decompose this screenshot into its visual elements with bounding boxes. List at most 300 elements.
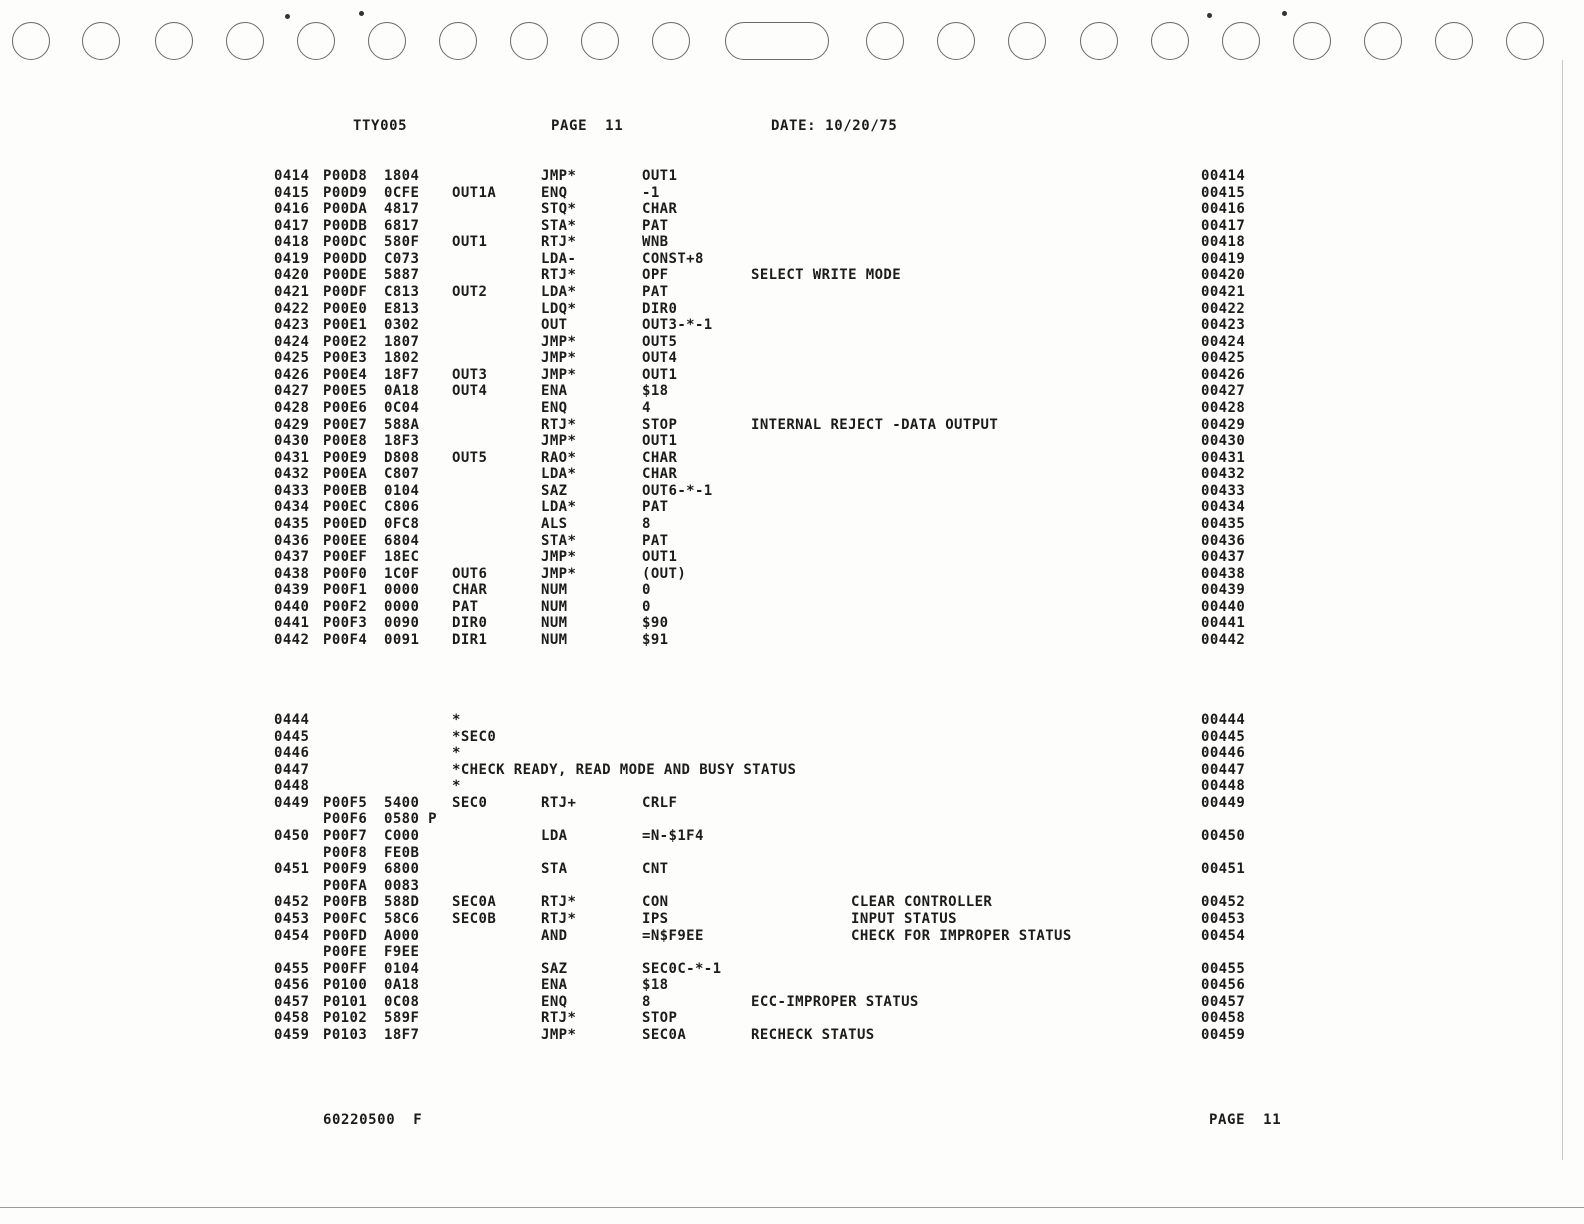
listing-row	[0, 417, 1584, 433]
line-number: 00414	[1201, 168, 1246, 184]
line-number: 00449	[1201, 794, 1246, 811]
object-code: 1802	[384, 350, 420, 367]
source-label: SEC0A	[452, 894, 497, 911]
seq-number: 0426	[274, 366, 310, 383]
punch-mark	[359, 11, 364, 16]
opcode: SAZ	[541, 960, 568, 977]
seq-number: 0459	[274, 1027, 310, 1044]
address: P00DA	[323, 201, 368, 218]
address: P00FB	[323, 894, 368, 911]
listing-row	[0, 267, 1584, 283]
opcode: LDA*	[541, 499, 577, 516]
line-number: 00427	[1201, 383, 1246, 400]
object-code: 5400	[384, 794, 420, 811]
comment: INTERNAL REJECT -DATA OUTPUT	[751, 416, 999, 433]
opcode: STA	[541, 861, 568, 878]
address: P0101	[323, 993, 368, 1010]
address: P00E2	[323, 333, 368, 350]
comment: SELECT WRITE MODE	[751, 267, 902, 284]
operand: (OUT)	[642, 565, 687, 582]
seq-number: 0456	[274, 977, 310, 994]
listing-row	[0, 251, 1584, 267]
punch-mark	[285, 14, 290, 19]
object-code: 0090	[384, 615, 420, 632]
operand: CHAR	[642, 449, 678, 466]
operand: CHAR	[642, 466, 678, 483]
listing-row	[0, 811, 1584, 827]
address: P00FA	[323, 877, 368, 894]
object-code: C000	[384, 828, 420, 845]
listing-row	[0, 911, 1584, 927]
operand: OUT1	[642, 433, 678, 450]
opcode: ENA	[541, 977, 568, 994]
seq-number: 0423	[274, 317, 310, 334]
source-label: OUT2	[452, 283, 488, 300]
feed-hole	[226, 22, 264, 60]
object-code: 0091	[384, 631, 420, 648]
seq-number: 0450	[274, 828, 310, 845]
feed-hole	[725, 22, 829, 60]
seq-number: 0434	[274, 499, 310, 516]
seq-number: 0452	[274, 894, 310, 911]
page-bottom-edge	[0, 1207, 1584, 1208]
source-label: *	[452, 712, 461, 728]
seq-number: 0441	[274, 615, 310, 632]
listing-row	[0, 516, 1584, 532]
object-code: 18EC	[384, 549, 420, 566]
seq-number: 0425	[274, 350, 310, 367]
operand: -1	[642, 184, 660, 201]
object-code: 588A	[384, 416, 420, 433]
opcode: RAO*	[541, 449, 577, 466]
source-label: OUT1	[452, 234, 488, 251]
listing-row	[0, 350, 1584, 366]
feed-hole	[12, 22, 50, 60]
listing-row	[0, 450, 1584, 466]
address: P00DE	[323, 267, 368, 284]
seq-number: 0453	[274, 910, 310, 927]
listing-row	[0, 201, 1584, 217]
address: P00DF	[323, 283, 368, 300]
opcode: JMP*	[541, 350, 577, 367]
opcode: LDA-	[541, 250, 577, 267]
address: P00E8	[323, 433, 368, 450]
operand: OUT5	[642, 333, 678, 350]
seq-number: 0444	[274, 712, 310, 728]
line-number: 00423	[1201, 317, 1246, 334]
line-number: 00448	[1201, 778, 1246, 795]
line-number: 00437	[1201, 549, 1246, 566]
address: P0102	[323, 1010, 368, 1027]
line-number: 00440	[1201, 598, 1246, 615]
object-code: A000	[384, 927, 420, 944]
seq-number: 0442	[274, 631, 310, 648]
operand: OUT4	[642, 350, 678, 367]
opcode: RTJ*	[541, 267, 577, 284]
address: P00FD	[323, 927, 368, 944]
address: P00E5	[323, 383, 368, 400]
operand: CON	[642, 894, 669, 911]
line-number: 00434	[1201, 499, 1246, 516]
listing-date: DATE: 10/20/75	[771, 118, 898, 134]
line-number: 00458	[1201, 1010, 1246, 1027]
object-code: 6817	[384, 217, 420, 234]
address: P00FC	[323, 910, 368, 927]
punch-mark	[1207, 13, 1212, 18]
document-number: 60220500 F	[323, 1112, 423, 1128]
line-number: 00457	[1201, 993, 1246, 1010]
punch-mark	[1282, 11, 1287, 16]
object-code: 1804	[384, 168, 420, 184]
listing-row	[0, 961, 1584, 977]
address: P0100	[323, 977, 368, 994]
address: P00F2	[323, 598, 368, 615]
object-code: 18F7	[384, 366, 420, 383]
source-label: *CHECK READY, READ MODE AND BUSY STATUS	[452, 761, 797, 778]
feed-hole	[1008, 22, 1046, 60]
object-code: 0000	[384, 598, 420, 615]
opcode: AND	[541, 927, 568, 944]
opcode: JMP*	[541, 168, 577, 184]
source-label: DIR0	[452, 615, 488, 632]
operand: CRLF	[642, 794, 678, 811]
feed-hole	[937, 22, 975, 60]
listing-row	[0, 466, 1584, 482]
address: P00EC	[323, 499, 368, 516]
address: P00F0	[323, 565, 368, 582]
seq-number: 0418	[274, 234, 310, 251]
operand: CONST+8	[642, 250, 704, 267]
opcode: RTJ*	[541, 910, 577, 927]
listing-row	[0, 317, 1584, 333]
line-number: 00421	[1201, 283, 1246, 300]
object-code: 1C0F	[384, 565, 420, 582]
address: P00E1	[323, 317, 368, 334]
address: P00F4	[323, 631, 368, 648]
object-code: C073	[384, 250, 420, 267]
line-number: 00429	[1201, 416, 1246, 433]
address: P00D8	[323, 168, 368, 184]
feed-hole	[1080, 22, 1118, 60]
listing-row	[0, 795, 1584, 811]
object-code: 18F7	[384, 1027, 420, 1044]
opcode: JMP*	[541, 1027, 577, 1044]
operand: =N-$1F4	[642, 828, 704, 845]
listing-row	[0, 712, 1584, 728]
feed-hole	[581, 22, 619, 60]
feed-hole	[297, 22, 335, 60]
address: P00FE	[323, 944, 368, 961]
line-number: 00425	[1201, 350, 1246, 367]
opcode: STA*	[541, 217, 577, 234]
listing-row	[0, 582, 1584, 598]
address: P00E7	[323, 416, 368, 433]
page-number-footer: PAGE 11	[1209, 1112, 1282, 1128]
address: P00EA	[323, 466, 368, 483]
operand: PAT	[642, 499, 669, 516]
opcode: ENA	[541, 383, 568, 400]
seq-number: 0454	[274, 927, 310, 944]
seq-number: 0445	[274, 728, 310, 745]
line-number: 00446	[1201, 745, 1246, 762]
line-number: 00426	[1201, 366, 1246, 383]
address: P0103	[323, 1027, 368, 1044]
address: P00F1	[323, 582, 368, 599]
seq-number: 0421	[274, 283, 310, 300]
feed-hole	[1364, 22, 1402, 60]
source-label: OUT5	[452, 449, 488, 466]
listing-row	[0, 168, 1584, 184]
object-code: F9EE	[384, 944, 420, 961]
line-number: 00438	[1201, 565, 1246, 582]
line-number: 00453	[1201, 910, 1246, 927]
listing-row	[0, 778, 1584, 794]
object-code: 589F	[384, 1010, 420, 1027]
feed-hole	[155, 22, 193, 60]
object-code: 0104	[384, 482, 420, 499]
listing-row	[0, 400, 1584, 416]
listing-row	[0, 845, 1584, 861]
listing-row	[0, 533, 1584, 549]
operand: =N$F9EE	[642, 927, 704, 944]
line-number: 00454	[1201, 927, 1246, 944]
listing-row	[0, 928, 1584, 944]
listing-row	[0, 218, 1584, 234]
object-code: 4817	[384, 201, 420, 218]
line-number: 00418	[1201, 234, 1246, 251]
address: P00F5	[323, 794, 368, 811]
source-label: SEC0B	[452, 910, 497, 927]
seq-number: 0458	[274, 1010, 310, 1027]
seq-number: 0419	[274, 250, 310, 267]
listing-row	[0, 185, 1584, 201]
object-code: 0C08	[384, 993, 420, 1010]
line-number: 00420	[1201, 267, 1246, 284]
opcode: NUM	[541, 615, 568, 632]
operand: CNT	[642, 861, 669, 878]
opcode: NUM	[541, 598, 568, 615]
listing-row	[0, 1010, 1584, 1026]
listing-row	[0, 483, 1584, 499]
seq-number: 0446	[274, 745, 310, 762]
seq-number: 0431	[274, 449, 310, 466]
opcode: JMP*	[541, 333, 577, 350]
feed-hole	[1506, 22, 1544, 60]
opcode: RTJ*	[541, 416, 577, 433]
listing-row	[0, 878, 1584, 894]
opcode: NUM	[541, 582, 568, 599]
source-label: OUT6	[452, 565, 488, 582]
source-label: *SEC0	[452, 728, 497, 745]
opcode: ALS	[541, 515, 568, 532]
feed-hole	[368, 22, 406, 60]
address: P00FF	[323, 960, 368, 977]
object-code: 18F3	[384, 433, 420, 450]
source-label: OUT1A	[452, 184, 497, 201]
address: P00ED	[323, 515, 368, 532]
opcode: STQ*	[541, 201, 577, 218]
object-code: C807	[384, 466, 420, 483]
source-label: PAT	[452, 598, 479, 615]
operand: OUT1	[642, 549, 678, 566]
listing-row	[0, 433, 1584, 449]
listing-row	[0, 284, 1584, 300]
operand: PAT	[642, 217, 669, 234]
opcode: JMP*	[541, 549, 577, 566]
comment: CLEAR CONTROLLER	[851, 894, 993, 911]
program-name: TTY005	[353, 118, 408, 134]
object-code: 0083	[384, 877, 420, 894]
object-code: FE0B	[384, 844, 420, 861]
address: P00F8	[323, 844, 368, 861]
feed-hole	[439, 22, 477, 60]
comment: INPUT STATUS	[851, 910, 957, 927]
comment: RECHECK STATUS	[751, 1027, 875, 1044]
address: P00E4	[323, 366, 368, 383]
seq-number: 0447	[274, 761, 310, 778]
object-code: 0104	[384, 960, 420, 977]
operand: 8	[642, 515, 651, 532]
line-number: 00439	[1201, 582, 1246, 599]
address: P00DB	[323, 217, 368, 234]
address: P00E3	[323, 350, 368, 367]
opcode: ENQ	[541, 184, 568, 201]
operand: DIR0	[642, 300, 678, 317]
object-code: 0C04	[384, 399, 420, 416]
seq-number: 0449	[274, 794, 310, 811]
feed-hole	[1151, 22, 1189, 60]
listing-row	[0, 301, 1584, 317]
opcode: LDA*	[541, 466, 577, 483]
line-number: 00441	[1201, 615, 1246, 632]
line-number: 00444	[1201, 712, 1246, 728]
feed-hole	[82, 22, 120, 60]
object-code: 0A18	[384, 977, 420, 994]
listing-row	[0, 729, 1584, 745]
source-label: SEC0	[452, 794, 488, 811]
line-number: 00455	[1201, 960, 1246, 977]
address: P00D9	[323, 184, 368, 201]
opcode: NUM	[541, 631, 568, 648]
source-label: *	[452, 778, 461, 795]
listing-row	[0, 894, 1584, 910]
seq-number: 0429	[274, 416, 310, 433]
listing-row	[0, 944, 1584, 960]
feed-hole	[1293, 22, 1331, 60]
feed-hole	[652, 22, 690, 60]
object-code: C806	[384, 499, 420, 516]
address: P00EB	[323, 482, 368, 499]
seq-number: 0424	[274, 333, 310, 350]
comment: ECC-IMPROPER STATUS	[751, 993, 919, 1010]
address: P00E0	[323, 300, 368, 317]
seq-number: 0427	[274, 383, 310, 400]
seq-number: 0433	[274, 482, 310, 499]
operand: STOP	[642, 416, 678, 433]
object-code: 0580 P	[384, 811, 437, 828]
seq-number: 0438	[274, 565, 310, 582]
listing-row	[0, 977, 1584, 993]
line-number: 00424	[1201, 333, 1246, 350]
listing-row	[0, 615, 1584, 631]
line-number: 00435	[1201, 515, 1246, 532]
operand: OUT1	[642, 168, 678, 184]
listing-row	[0, 994, 1584, 1010]
feed-hole	[510, 22, 548, 60]
tractor-feed-holes	[0, 14, 1584, 66]
operand: SEC0C-*-1	[642, 960, 722, 977]
operand: 0	[642, 598, 651, 615]
operand: WNB	[642, 234, 669, 251]
feed-hole	[866, 22, 904, 60]
object-code: 0302	[384, 317, 420, 334]
operand: OUT1	[642, 366, 678, 383]
object-code: D808	[384, 449, 420, 466]
address: P00DC	[323, 234, 368, 251]
source-label: *	[452, 745, 461, 762]
opcode: RTJ*	[541, 1010, 577, 1027]
seq-number: 0430	[274, 433, 310, 450]
opcode: RTJ*	[541, 894, 577, 911]
listing-row	[0, 566, 1584, 582]
operand: SEC0A	[642, 1027, 687, 1044]
object-code: E813	[384, 300, 420, 317]
feed-hole	[1222, 22, 1260, 60]
object-code: 6800	[384, 861, 420, 878]
listing-row	[0, 745, 1584, 761]
seq-number: 0437	[274, 549, 310, 566]
object-code: 6804	[384, 532, 420, 549]
address: P00EE	[323, 532, 368, 549]
line-number: 00419	[1201, 250, 1246, 267]
seq-number: 0451	[274, 861, 310, 878]
opcode: STA*	[541, 532, 577, 549]
listing-row	[0, 599, 1584, 615]
listing-row	[0, 334, 1584, 350]
listing-row	[0, 234, 1584, 250]
operand: PAT	[642, 283, 669, 300]
seq-number: 0448	[274, 778, 310, 795]
operand: PAT	[642, 532, 669, 549]
operand: OPF	[642, 267, 669, 284]
operand: 8	[642, 993, 651, 1010]
seq-number: 0428	[274, 399, 310, 416]
address: P00F6	[323, 811, 368, 828]
seq-number: 0436	[274, 532, 310, 549]
address: P00E9	[323, 449, 368, 466]
comment: CHECK FOR IMPROPER STATUS	[851, 927, 1072, 944]
line-number: 00445	[1201, 728, 1246, 745]
listing-row	[0, 499, 1584, 515]
line-number: 00452	[1201, 894, 1246, 911]
page-number-header: PAGE 11	[551, 118, 624, 134]
seq-number: 0420	[274, 267, 310, 284]
operand: $18	[642, 383, 669, 400]
listing-row	[0, 828, 1584, 844]
source-label: CHAR	[452, 582, 488, 599]
operand: $91	[642, 631, 669, 648]
object-code: 0CFE	[384, 184, 420, 201]
opcode: LDA	[541, 828, 568, 845]
listing-row	[0, 367, 1584, 383]
seq-number: 0455	[274, 960, 310, 977]
line-number: 00416	[1201, 201, 1246, 218]
address: P00DD	[323, 250, 368, 267]
source-label: OUT4	[452, 383, 488, 400]
listing-row	[0, 383, 1584, 399]
opcode: LDA*	[541, 283, 577, 300]
address: P00F7	[323, 828, 368, 845]
